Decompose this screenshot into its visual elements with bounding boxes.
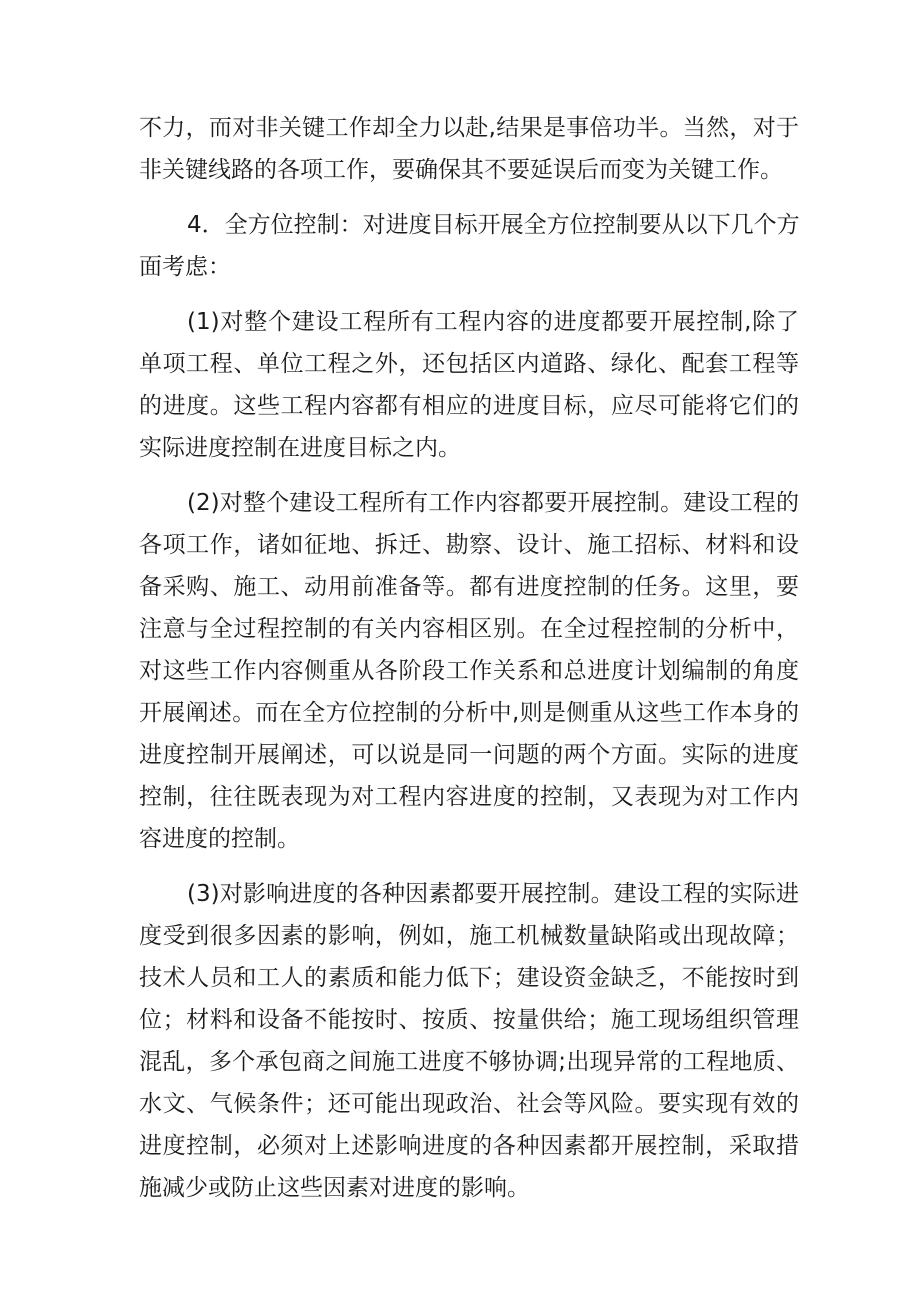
paragraph-3-line-8: 控制，往往既表现为对工程内容进度的控制，又表现为对工作内	[139, 784, 799, 810]
paragraph-2-line-3: 的进度。这些工程内容都有相应的进度目标，应尽可能将它们的	[139, 393, 799, 419]
paragraph-3-line-3: 备采购、施工、动用前准备等。都有进度控制的任务。这里，要	[139, 574, 799, 600]
paragraph-3-line-7: 进度控制开展阐述，可以说是同一问题的两个方面。实际的进度	[139, 742, 799, 768]
paragraph-3-line-5: 对这些工作内容侧重从各阶段工作关系和总进度计划编制的角度	[139, 658, 799, 684]
paragraph-3-line-1: (2)对整个建设工程所有工作内容都要开展控制。建设工程的	[187, 490, 799, 516]
paragraph-4-line-7: 进度控制，必须对上述影响进度的各种因素都开展控制，采取措	[139, 1133, 799, 1159]
paragraph-0-line-1: 不力，而对非关键工作却全力以赴,结果是事倍功半。当然，对于	[139, 115, 799, 141]
paragraph-4-line-2: 度受到很多因素的影响，例如，施工机械数量缺陷或出现故障；	[139, 923, 799, 949]
paragraph-4-line-3: 技术人员和工人的素质和能力低下；建设资金缺乏，不能按时到	[139, 965, 799, 991]
paragraph-3-line-9: 容进度的控制。	[139, 826, 300, 852]
paragraph-4-line-4: 位；材料和设备不能按时、按质、按量供给；施工现场组织管理	[139, 1007, 799, 1033]
paragraph-4-line-1: (3)对影响进度的各种因素都要开展控制。建设工程的实际进	[187, 881, 799, 907]
paragraph-3-line-2: 各项工作，诸如征地、拆迁、勘察、设计、施工招标、材料和设	[139, 532, 799, 558]
paragraph-2-line-4: 实际进度控制在进度目标之内。	[139, 435, 461, 461]
paragraph-1-line-2: 面考虑：	[139, 254, 231, 280]
paragraph-3-line-6: 开展阐述。而在全方位控制的分析中,则是侧重从这些工作本身的	[139, 700, 799, 726]
paragraph-1-line-1: 4．全方位控制：对进度目标开展全方位控制要从以下几个方	[187, 212, 800, 238]
paragraph-4-line-8: 施减少或防止这些因素对进度的影响。	[139, 1175, 530, 1201]
paragraph-3-line-4: 注意与全过程控制的有关内容相区别。在全过程控制的分析中，	[139, 616, 799, 642]
paragraph-2-line-1: (1)对整个建设工程所有工程内容的进度都要开展控制,除了	[187, 309, 799, 335]
paragraph-0-line-2: 非关键线路的各项工作，要确保其不要延误后而变为关键工作。	[139, 157, 783, 183]
paragraph-4-line-6: 水文、气候条件；还可能出现政治、社会等风险。要实现有效的	[139, 1091, 799, 1117]
paragraph-4-line-5: 混乱，多个承包商之间施工进度不够协调;出现异常的工程地质、	[139, 1049, 799, 1075]
paragraph-2-line-2: 单项工程、单位工程之外，还包括区内道路、绿化、配套工程等	[139, 351, 799, 377]
